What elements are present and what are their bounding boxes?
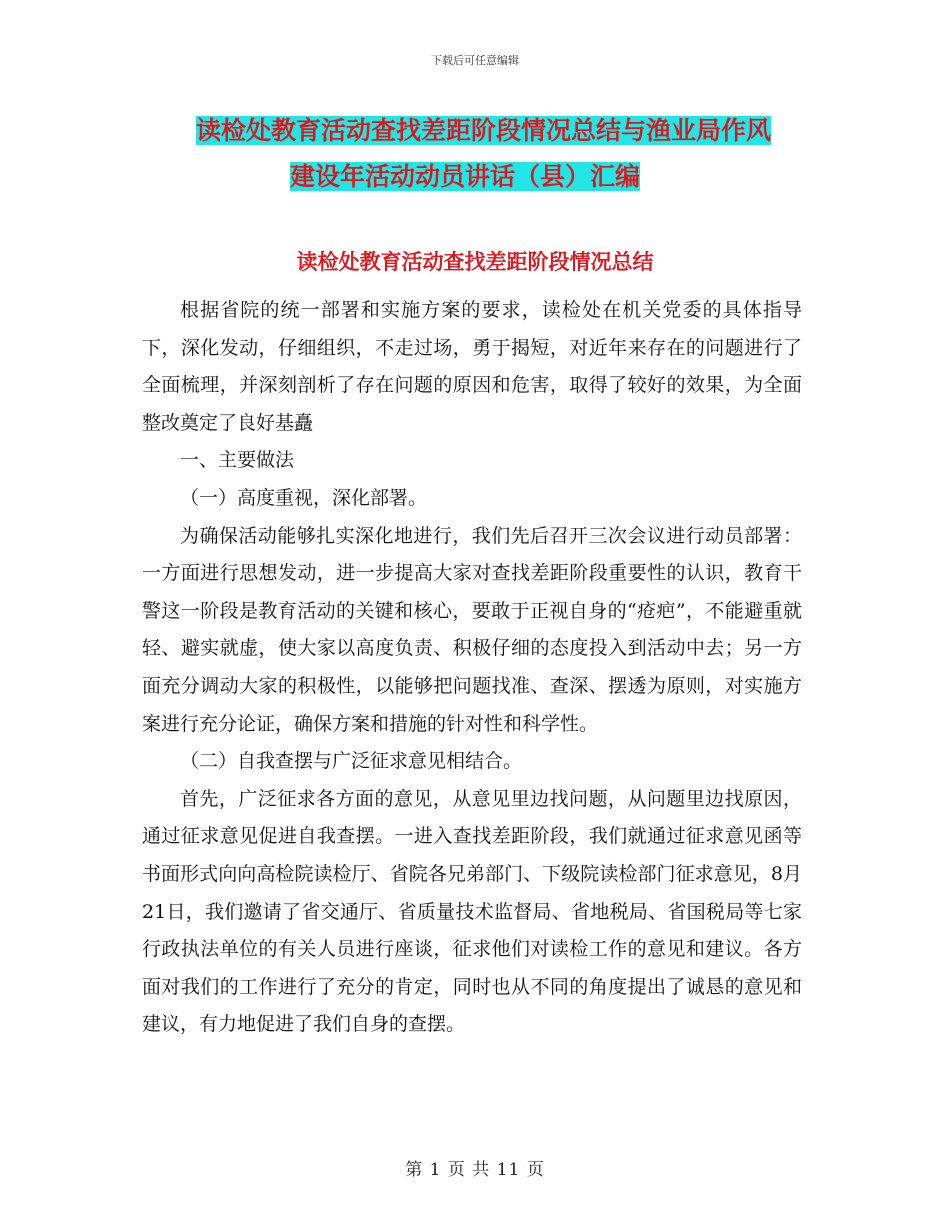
section-title: 读检处教育活动查找差距阶段情况总结 bbox=[296, 250, 654, 274]
document-body bbox=[142, 292, 802, 1044]
page-footer: 第 1 页 共 11 页 bbox=[405, 1160, 545, 1180]
subheading-2: （二）自我查摆与广泛征求意见相结合。 bbox=[180, 750, 523, 773]
heading-main-practices: 一、主要做法 bbox=[180, 449, 295, 472]
paragraph-mobilization: 为确保活动能够扎实深化地进行，我们先后召开三次会议进行动员部署：一方面进行思想发动，进一步提高大家对查找差距阶段重要性的认识，教育干警这一阶段是教育活动的关键和核心，要敢于正视自身的“疮疤”，不能避重就轻、避实就虚，使大家以高度负责、积极仔细的态度投入到活动中去；另一方面充分调动大家的积极性，以能够把问题找准、查深、摆透为原则，对实施方案进行充分论证，确保方案和措施的针对性和科学性。 bbox=[142, 524, 802, 735]
header-note: 下载后可任意编辑 bbox=[431, 54, 519, 67]
paragraph-intro: 根据省院的统一部署和实施方案的要求，读检处在机关党委的具体指导下，深化发动，仔细组织，不走过场，勇于揭短，对近年来存在的问题进行了全面梳理，并深刻剖析了存在问题的原因和危害，取得了较好的效果，为全面整改奠定了良好基矗 bbox=[142, 299, 802, 434]
document-title bbox=[140, 108, 830, 200]
title-line-1: 读检处教育活动查找差距阶段情况总结与渔业局作风 bbox=[196, 116, 772, 145]
paragraph-opinions: 首先，广泛征求各方面的意见，从意见里边找问题，从问题里边找原因，通过征求意见促进自我查摆。一进入查找差距阶段，我们就通过征求意见函等书面形式向向高检院读检厅、省院各兄弟部门、下级院读检部门征求意见，8月21日，我们邀请了省交通厅、省质量技术监督局、省地税局、省国税局等七家行政执法单位的有关人员进行座谈，征求他们对读检工作的意见和建议。各方面对我们的工作进行了充分的肯定，同时也从不同的角度提出了诚恳的意见和建议，有力地促进了我们自身的查摆。 bbox=[142, 787, 802, 1036]
title-line-2: 建设年活动动员讲话（县）汇编 bbox=[290, 162, 641, 191]
subheading-1: （一）高度重视，深化部署。 bbox=[180, 486, 428, 509]
